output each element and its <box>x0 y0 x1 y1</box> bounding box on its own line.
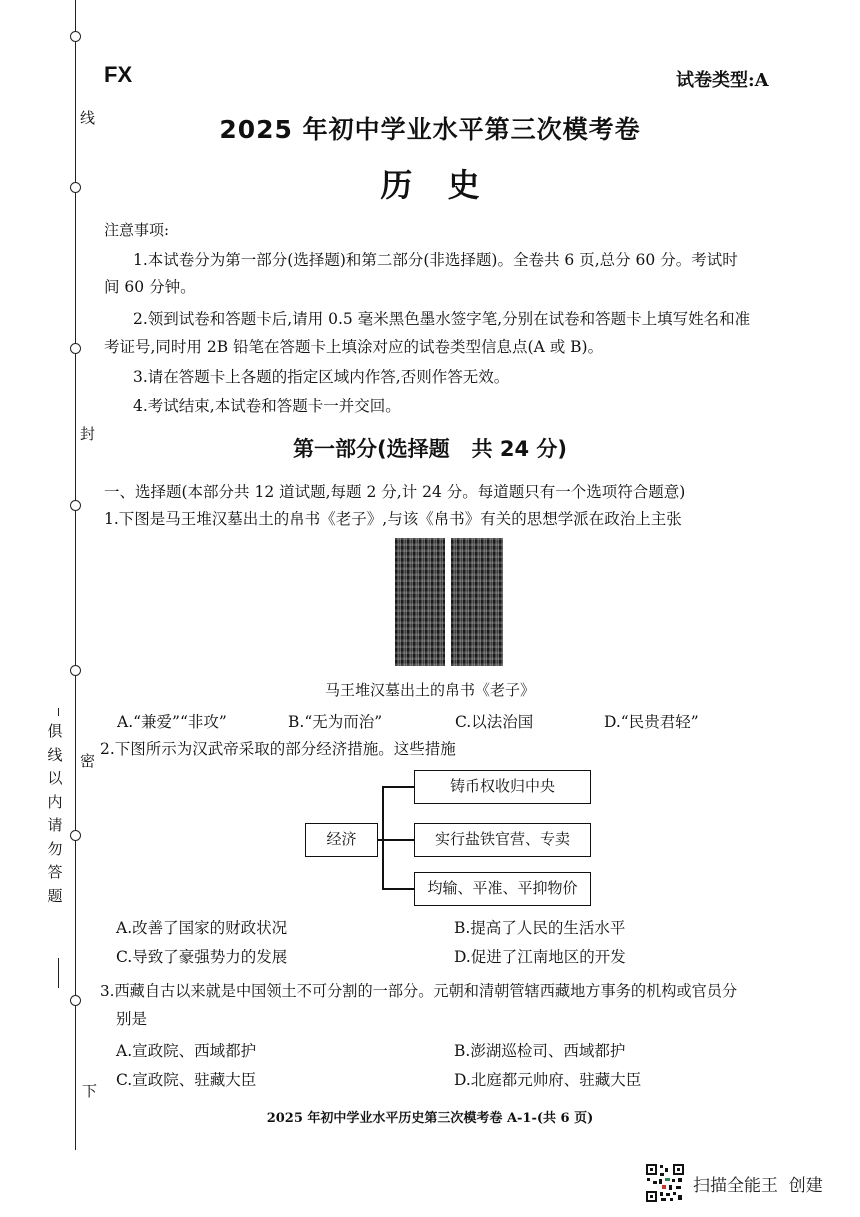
paper-code: FX <box>104 62 133 87</box>
diagram-connector <box>382 786 414 788</box>
question-3-stem: 3.西藏自古以来就是中国领土不可分割的一部分。元朝和清朝管辖西藏地方事务的机构或官员分 <box>100 982 738 1000</box>
notice-item: 2.领到试卷和答题卡后,请用 0.5 毫米黑色墨水签字笔,分别在试卷和答题卡上填写姓名和准 <box>133 310 751 328</box>
question-3-stem-cont: 别是 <box>116 1010 148 1028</box>
binding-hole <box>70 500 81 511</box>
diagram-root-box: 经济 <box>305 823 378 857</box>
option-c: C.以法治国 <box>455 713 534 731</box>
margin-seal-char: 封 <box>80 425 96 443</box>
diagram-branch-box: 实行盐铁官营、专卖 <box>414 823 591 857</box>
option-b: B.澎湖巡检司、西域都护 <box>454 1042 626 1060</box>
image-caption: 马王堆汉墓出土的帛书《老子》 <box>324 681 535 699</box>
diagram-connector <box>382 839 414 841</box>
binding-hole <box>70 830 81 841</box>
binding-hole <box>70 31 81 42</box>
option-b: B.提高了人民的生活水平 <box>454 919 626 937</box>
option-a: A.“兼爱”“非攻” <box>117 713 227 731</box>
scanner-watermark: 扫描全能王 创建 <box>693 1176 823 1196</box>
page-footer: 2025 年初中学业水平历史第三次模考卷 A-1-(共 6 页) <box>266 1111 594 1126</box>
subject-title: 历 史 <box>380 166 480 204</box>
margin-note-bar <box>58 708 59 716</box>
option-d: D.“民贵君轻” <box>604 713 699 731</box>
notice-item: 4.考试结束,本试卷和答题卡一并交回。 <box>133 397 401 415</box>
option-d: D.促进了江南地区的开发 <box>454 948 626 966</box>
margin-line-char: 线 <box>80 109 96 127</box>
question-1-stem: 1.下图是马王堆汉墓出土的帛书《老子》,与该《帛书》有关的思想学派在政治上主张 <box>104 510 682 528</box>
option-c: C.宣政院、驻藏大臣 <box>116 1071 257 1089</box>
margin-down-char: 下 <box>82 1082 98 1100</box>
option-c: C.导致了豪强势力的发展 <box>116 948 288 966</box>
qr-code-icon <box>645 1163 685 1203</box>
option-d: D.北庭都元帅府、驻藏大臣 <box>454 1071 642 1089</box>
exam-title: 2025 年初中学业水平第三次模考卷 <box>219 115 641 144</box>
silk-panel <box>451 538 503 666</box>
section-intro: 一、选择题(本部分共 12 道试题,每题 2 分,计 24 分。每道题只有一个选项符合题意) <box>104 483 686 501</box>
diagram-connector <box>382 888 414 890</box>
option-a: A.宣政院、西域都护 <box>116 1042 257 1060</box>
silk-panel <box>395 538 445 666</box>
diagram-branch-box: 均输、平准、平抑物价 <box>414 872 591 906</box>
binding-hole <box>70 343 81 354</box>
notice-item: 3.请在答题卡上各题的指定区域内作答,否则作答无效。 <box>133 368 510 386</box>
option-a: A.改善了国家的财政状况 <box>116 919 288 937</box>
paper-type: 试卷类型:A <box>676 70 769 91</box>
notice-item: 考证号,同时用 2B 铅笔在答题卡上填涂对应的试卷类型信息点(A 或 B)。 <box>104 338 604 356</box>
margin-note: 俱线以内请勿答题 <box>47 722 63 905</box>
margin-secret-char: 密 <box>80 752 96 770</box>
diagram-connector <box>382 786 384 890</box>
notice-item: 1.本试卷分为第一部分(选择题)和第二部分(非选择题)。全卷共 6 页,总分 60 分。考试时 <box>133 251 738 269</box>
notice-heading: 注意事项: <box>104 221 170 239</box>
margin-note-bar <box>58 958 59 988</box>
binding-hole <box>70 665 81 676</box>
diagram-branch-box: 铸币权收归中央 <box>414 770 591 804</box>
section-title: 第一部分(选择题 共 24 分) <box>293 437 567 461</box>
option-b: B.“无为而治” <box>288 713 383 731</box>
silk-manuscript-image <box>395 538 505 666</box>
binding-hole <box>70 995 81 1006</box>
notice-item: 间 60 分钟。 <box>104 278 196 296</box>
question-2-stem: 2.下图所示为汉武帝采取的部分经济措施。这些措施 <box>100 740 456 758</box>
